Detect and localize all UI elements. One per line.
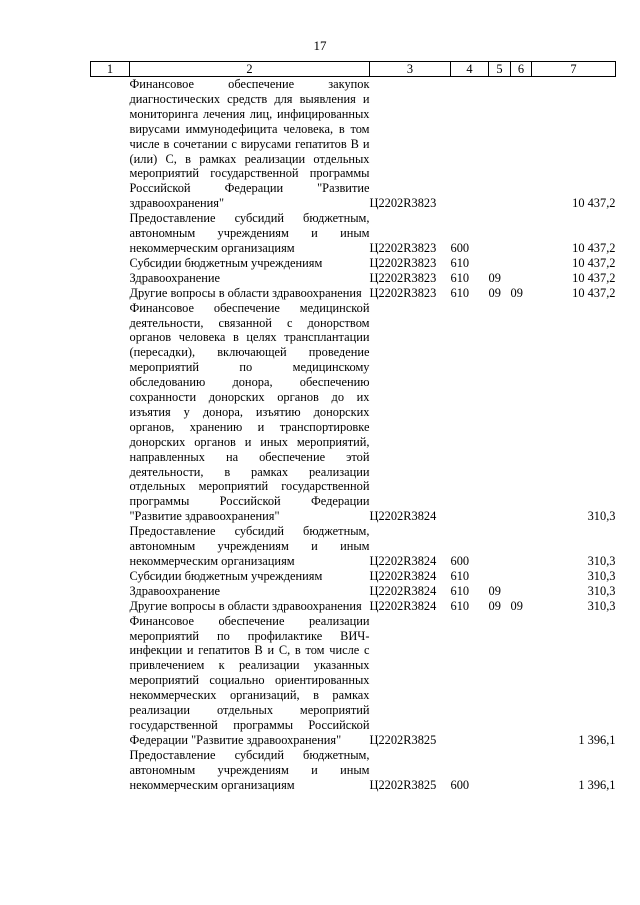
page-number: 17 (313, 38, 327, 53)
amount-cell: 10 437,2 (572, 240, 616, 255)
amount-cell: 10 437,2 (572, 255, 616, 270)
expenditure-name-cell: Здравоохранение (129, 583, 221, 598)
expenditure-name-cell: Финансовое обеспечение медицинской деятельности, связанной с донорством органов человека в целях трансплантации (пересадки), включающей проведение мероприятий по медицинскому обследованию донора, обеспечению сохранности донорских органов до их изъятия у донора, изъятию донорских органов, хранению и транспортировке донорских органов и иных мероприятий, направленных на обеспечение этой деятельности, в рамках реализации отдельных мероприятий государственной программы Российской Федерации "Развитие здравоохранения" (129, 300, 370, 524)
target-article-code-cell: Ц2202R3824 (369, 598, 437, 613)
table-row (91, 614, 616, 748)
table-row (91, 77, 616, 212)
row-number-cell (91, 256, 130, 271)
section-code-cell (489, 301, 511, 525)
subsection-code-cell (511, 301, 532, 525)
target-article-code-cell: Ц2202R3823 (369, 240, 437, 255)
table-body (91, 77, 616, 793)
expenditure-name-cell: Предоставление субсидий бюджетным, автономным учреждениям и иным некоммерческим организациям (129, 524, 370, 568)
section-code-cell: 09 (488, 598, 501, 613)
expenditure-name-cell: Предоставление субсидий бюджетным, автономным учреждениям и иным некоммерческим организациям (129, 211, 370, 255)
target-article-code-cell: Ц2202R3824 (369, 568, 437, 583)
table-row (91, 524, 616, 569)
table-row (91, 286, 616, 301)
amount-cell: 10 437,2 (572, 196, 616, 211)
expense-type-code-cell: 610 (450, 270, 470, 285)
target-article-code-cell: Ц2202R3823 (369, 285, 437, 300)
row-number-cell (91, 599, 130, 614)
table-row (91, 584, 616, 599)
subsection-code-cell (511, 569, 532, 584)
section-code-cell: 09 (488, 583, 501, 598)
section-code-cell (489, 614, 511, 748)
subsection-code-cell (511, 211, 532, 256)
row-number-cell (91, 569, 130, 584)
subsection-code-cell (511, 271, 532, 286)
budget-table (90, 61, 616, 793)
amount-cell: 1 396,1 (578, 732, 616, 747)
expense-type-code-cell: 600 (450, 777, 470, 792)
row-number-cell (91, 271, 130, 286)
subsection-code-cell (511, 614, 532, 748)
expense-type-code-cell (451, 77, 489, 212)
subsection-code-cell (511, 584, 532, 599)
expenditure-name-cell: Финансовое обеспечение закупок диагностических средств для выявления и мониторинга лечения лиц, инфицированных вирусами иммунодефицита человека, в том числе в сочетании с вирусами гепатитов B и (или) C, в рамках реализации отдельных мероприятий государственной программы Российской Федерации "Развитие здравоохранения" (129, 77, 370, 211)
column-header-2: 2 (130, 62, 370, 77)
target-article-code-cell: Ц2202R3825 (369, 732, 437, 747)
target-article-code-cell: Ц2202R3823 (369, 270, 437, 285)
column-header-7: 7 (532, 62, 616, 77)
expenditure-name-cell: Предоставление субсидий бюджетным, автономным учреждениям и иным некоммерческим организациям (129, 747, 370, 792)
column-header-3: 3 (370, 62, 451, 77)
section-code-cell (489, 77, 511, 212)
row-number-cell (91, 286, 130, 301)
row-number-cell (91, 301, 130, 525)
expense-type-code-cell (451, 301, 489, 525)
section-code-cell (489, 256, 511, 271)
amount-cell: 310,3 (587, 598, 616, 613)
expenditure-name-cell: Другие вопросы в области здравоохранения (129, 285, 362, 300)
subsection-code-cell (511, 524, 532, 569)
expense-type-code-cell: 610 (450, 568, 470, 583)
amount-cell: 310,3 (587, 509, 616, 524)
row-number-cell (91, 524, 130, 569)
amount-cell: 10 437,2 (572, 285, 616, 300)
target-article-code-cell: Ц2202R3824 (369, 583, 437, 598)
subsection-code-cell: 09 (510, 598, 523, 613)
subsection-code-cell (511, 748, 532, 793)
expenditure-name-cell: Другие вопросы в области здравоохранения (129, 598, 362, 613)
column-header-4: 4 (451, 62, 489, 77)
expense-type-code-cell: 610 (450, 583, 470, 598)
expenditure-name-cell: Субсидии бюджетным учреждениям (129, 568, 323, 583)
row-number-cell (91, 614, 130, 748)
target-article-code-cell: Ц2202R3825 (369, 777, 437, 792)
row-number-cell (91, 77, 130, 212)
column-number-header-row (91, 62, 616, 77)
target-article-code-cell: Ц2202R3824 (369, 554, 437, 568)
table-row (91, 211, 616, 256)
subsection-code-cell (511, 256, 532, 271)
table-row (91, 569, 616, 584)
expense-type-code-cell: 600 (450, 554, 470, 568)
table-row (91, 301, 616, 525)
row-number-cell (91, 211, 130, 256)
amount-cell: 310,3 (587, 554, 616, 568)
expense-type-code-cell: 610 (450, 255, 470, 270)
subsection-code-cell: 09 (510, 285, 523, 300)
amount-cell: 1 396,1 (578, 777, 616, 792)
section-code-cell: 09 (488, 270, 501, 285)
section-code-cell: 09 (488, 285, 501, 300)
target-article-code-cell: Ц2202R3823 (369, 196, 437, 211)
expense-type-code-cell: 610 (450, 598, 470, 613)
target-article-code-cell: Ц2202R3824 (369, 509, 437, 524)
expenditure-name-cell: Здравоохранение (129, 270, 221, 285)
row-number-cell (91, 748, 130, 793)
amount-cell: 310,3 (587, 583, 616, 598)
amount-cell: 310,3 (587, 568, 616, 583)
section-code-cell (489, 748, 511, 793)
column-header-6: 6 (511, 62, 532, 77)
table-row (91, 748, 616, 793)
section-code-cell (489, 524, 511, 569)
target-article-code-cell: Ц2202R3823 (369, 255, 437, 270)
column-header-1: 1 (91, 62, 130, 77)
section-code-cell (489, 569, 511, 584)
row-number-cell (91, 584, 130, 599)
expense-type-code-cell (451, 614, 489, 748)
expenditure-name-cell: Субсидии бюджетным учреждениям (129, 255, 323, 270)
expenditure-name-cell: Финансовое обеспечение реализации мероприятий по профилактике ВИЧ-инфекции и гепатитов B и C, в том числе с привлечением к реализации указанных мероприятий социально ориентированных некоммерческих организаций, в рамках реализации отдельных мероприятий государственной программы Российской Федерации "Развитие здравоохранения" (129, 613, 370, 747)
expense-type-code-cell: 610 (450, 285, 470, 300)
table-row (91, 271, 616, 286)
amount-cell: 10 437,2 (572, 270, 616, 285)
table-row (91, 256, 616, 271)
column-header-5: 5 (489, 62, 511, 77)
table-row (91, 599, 616, 614)
expense-type-code-cell: 600 (450, 240, 470, 255)
section-code-cell (489, 211, 511, 256)
subsection-code-cell (511, 77, 532, 212)
